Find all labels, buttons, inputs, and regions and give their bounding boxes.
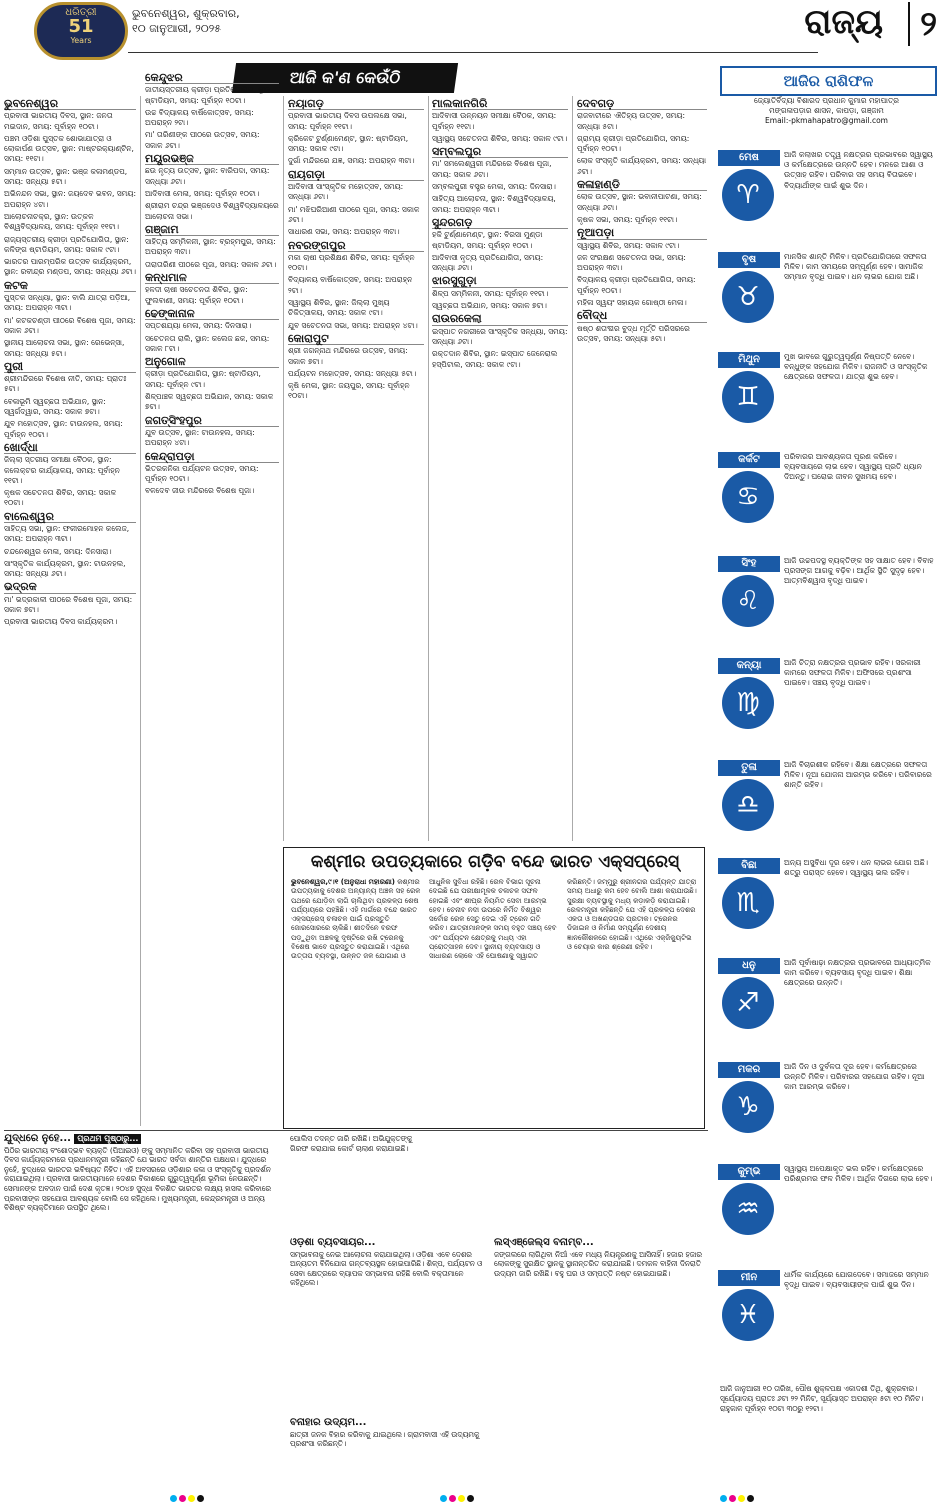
horoscope-title: ଆଜିର ରାଶିଫଳ [720, 66, 937, 96]
event-item: କ୍ରୀଡ଼ା ପ୍ରତିଯୋଗିତା, ସ୍ଥାନ: ଷ୍ଟାଡିୟମ, ସମୟ: ପୂର୍ବାହ୍ନ ୯ଟା। [145, 369, 261, 389]
event-item: ଯୁବ ଉତ୍ସବ, ସ୍ଥାନ: ଟାଉନହଲ, ସମୟ: ଅପରାହ୍ନ ୪ଟା। [145, 427, 255, 448]
sign-forecast: ଆଜି କଲାଖର ତତ୍ତ୍ୱ ନକ୍ଷତ୍ରର ପ୍ରଭାବରେ ସ୍ୱାସ୍ଥ୍ୟ ଓ କର୍ମକ୍ଷେତ୍ରରେ ଉନ୍ନତି ହେବ। ମନରେ ଆଶା ଓ ଉତ୍ସାହ ରହିବ। ପରିବାର ସହ ସମୟ ବିତାଇବେ। ବିଦ୍ୟାର୍ଥୀଙ୍କ ପାଇଁ ଶୁଭ ଦିନ। [784, 150, 933, 190]
event-item: ସ୍ୱାସ୍ଥ୍ୟ ଶିବିର, ସ୍ଥାନ: ଜିଲ୍ଲା ମୁଖ୍ୟ ଚିକିତ୍ସାଳୟ, ସମୟ: ସକାଳ ୯ଟା। [288, 298, 390, 318]
event-item: ରକ୍ତଦାନ ଶିବିର, ସ୍ଥାନ: ଇସ୍ପାତ ଜେନେରାଲ ହସ୍ପିଟାଲ, ସମୟ: ସକାଳ ୯ଟା। [432, 349, 558, 369]
events-banner: ଆଜି କ'ଣ କେଉଁଠି [232, 63, 458, 93]
city-heading: ବୌଦ୍ଧ [577, 311, 707, 322]
zodiac-icon: ♌ [722, 575, 774, 627]
sign-forecast: ପରିବାରର ଆବଶ୍ୟକତା ପୂରଣ କରିବେ। ବ୍ୟବସାୟରେ ଲାଭ ହେବ। ସ୍ୱାସ୍ଥ୍ୟ ପ୍ରତି ଧ୍ୟାନ ଦିଅନ୍ତୁ। ଘରୋଇ ଜୀବନ ସୁଖମୟ ହେବ। [784, 452, 922, 482]
event-item: ଭାରତର ପାରମ୍ପରିକ ଉତ୍ସବ କାର୍ଯ୍ୟକ୍ରମ, ସ୍ଥାନ: ରବୀନ୍ଦ୍ର ମଣ୍ଡପ, ସମୟ: ସନ୍ଧ୍ୟା ୬ଟା। [4, 257, 136, 277]
event-item: ପ୍ରବାସୀ ଭାରତୀୟ ଦିବସ, ସ୍ଥାନ: ଜନତା ମଇଦାନ, ସମୟ: ପୂର୍ବାହ୍ନ ୧୦ଟା। [4, 111, 113, 131]
event-item: ସଚେତନତା ରାଲି, ସ୍ଥାନ: କଲେଜ ଛକ, ସମୟ: ସକାଳ ୮ଟା। [145, 333, 270, 353]
color-dots [720, 1487, 756, 1506]
horoscope-sign [716, 760, 938, 852]
city-heading: କଟକ [4, 281, 136, 292]
event-item: କ୍ରିକେଟ ଟୁର୍ଣ୍ଣାମେଣ୍ଟ, ସ୍ଥାନ: ଷ୍ଟାଡିୟମ, ସମୟ: ସକାଳ ୯ଟା। [288, 133, 409, 154]
sign-name: କର୍କଟ [718, 452, 780, 468]
event-item: ସାଧାରଣ ସଭା, ସମୟ: ଅପରାହ୍ନ ୩ଟା। [288, 227, 400, 237]
zodiac-icon: ♊ [722, 371, 774, 423]
dateline [132, 6, 240, 36]
event-item: ସମ୍ବଲପୁରୀ ବସ୍ତ୍ର ମେଳା, ସମୟ: ଦିନସାରା। [432, 182, 556, 192]
event-item: ବଳଦେବ ଜୀଉ ମନ୍ଦିରରେ ବିଶେଷ ପୂଜା। [145, 486, 255, 496]
sign-name: ମିଥୁନ [718, 352, 780, 368]
zodiac-icon: ♏ [722, 877, 774, 929]
zodiac-icon: ♈ [722, 169, 774, 221]
city-heading: ଗଞ୍ଜାମ [145, 225, 279, 236]
city-heading: ନବରଙ୍ଗପୁର [288, 241, 424, 252]
event-item: ଭିତରକନିକା ପର୍ଯ୍ୟଟନ ଉତ୍ସବ, ସମୟ: ପୂର୍ବାହ୍ନ ୧୦ଟା। [145, 463, 259, 484]
logo-sub: Years [70, 36, 92, 45]
event-item: ମା' ଭଦ୍ରକାଳୀ ପୀଠରେ ବିଶେଷ ପୂଜା, ସମୟ: ସକାଳ ୭ଟା। [4, 594, 133, 615]
city-heading: ଖୋର୍ଦ୍ଧା [4, 443, 136, 454]
city-heading: ମୟୂରଭଞ୍ଜ [145, 154, 279, 165]
express-dateline: ଭୁବନେଶ୍ୱର,୯।୧ (ଅନୁରାଧା ମହାରଣା) [291, 878, 395, 886]
logo-brand: ଧରିତ୍ରୀ [65, 7, 97, 18]
event-item: ଇସ୍ପାତ ନଗରୀରେ ସାଂସ୍କୃତିକ ସନ୍ଧ୍ୟା, ସମୟ: ସନ୍ଧ୍ୟା ୬ଟା। [432, 326, 568, 346]
story-3 [290, 1418, 486, 1480]
event-item: ଲୋକ ଉତ୍ସବ, ସ୍ଥାନ: ଭବାନୀପାଟଣା, ସମୟ: ସନ୍ଧ୍ୟା ୬ଟା। [577, 192, 702, 212]
sign-forecast: ମୁଖ ଭାବରେ ଗୁରୁତ୍ୱପୂର୍ଣ୍ଣ ନିଷ୍ପତ୍ତି ନେବେ। ବନ୍ଧୁଙ୍କ ସହଯୋଗ ମିଳିବ। ରାଜନୀତି ଓ ସାଂସ୍କୃତିକ କ୍ଷେତ୍ରରେ ସଫଳତା। ଯାତ୍ରା ଶୁଭ ହେବ। [784, 352, 928, 382]
city-heading: ଅନୁଗୋଳ [145, 357, 279, 368]
column-divider [140, 96, 141, 1126]
event-item: ସପ୍ତଶଯ୍ୟା ମେଳା, ସମୟ: ଦିନସାରା। [145, 321, 252, 331]
column-divider [572, 96, 573, 841]
zodiac-icon: ♉ [722, 271, 774, 323]
dateline-date: ୧୦ ଜାନୁଆରୀ, ୨୦୨୫ [132, 22, 222, 35]
event-item: ଶ୍ରୀରାମ ଚନ୍ଦ୍ର ଭଞ୍ଜଦେଓ ବିଶ୍ୱବିଦ୍ୟାଳୟରେ ଆଲୋଚନା ସଭା। [145, 201, 279, 221]
city-heading: ଝାରସୁଗୁଡ଼ା [432, 276, 568, 287]
events-column-2 [145, 70, 279, 1126]
event-item: ମକା ଚାଷୀ ପ୍ରଶିକ୍ଷଣ ଶିବିର, ସମୟ: ପୂର୍ବାହ୍ନ ୧୦ଟା। [288, 252, 415, 273]
event-item: ସମ୍ମାନ ଉତ୍ସବ, ସ୍ଥାନ: ଭଞ୍ଜ କଳାମଣ୍ଡପ, ସମୟ: ସନ୍ଧ୍ୟା ୫ଟା। [4, 166, 128, 187]
story-2-head: ଓଡ଼ିଶା ବ୍ୟବସାୟର... [290, 1238, 376, 1248]
sign-forecast: ଧାର୍ମିକ କାର୍ଯ୍ୟରେ ଯୋଗଦେବେ। ସମାଜରେ ସମ୍ମାନ ବୃଦ୍ଧି ପାଇବ। ବ୍ୟବସାୟୀଙ୍କ ପାଇଁ ଶୁଭ ଦିନ। [784, 1270, 929, 1290]
event-item: ମା' ତାରିଣୀଙ୍କ ପୀଠରେ ଉତ୍ସବ, ସମୟ: ସକାଳ ୬ଟା। [145, 130, 260, 150]
event-item: କୃଷି ମେଳା, ସ୍ଥାନ: ଜୟପୁର, ସମୟ: ପୂର୍ବାହ୍ନ ୧୦ଟା। [288, 381, 410, 401]
story-4 [494, 1238, 708, 1480]
horoscope-location: ମଙ୍ଗଳାପଡ଼ାର ଶାସନ, କାପଡ଼ା, ଗଞ୍ଜାମ [769, 106, 884, 115]
event-item: ସାଂସ୍କୃତିକ କାର୍ଯ୍ୟକ୍ରମ, ସ୍ଥାନ: ଟାଉନହଲ, ସମୟ: ସନ୍ଧ୍ୟା ୬ଟା। [4, 558, 126, 579]
section-title: ରାଜ୍ୟ [804, 2, 883, 42]
event-item: ହଳଦୀ ଚାଷୀ ସଚେତନତା ଶିବିର, ସ୍ଥାନ: ଫୁଲବାଣୀ, ସମୟ: ପୂର୍ବାହ୍ନ ୧୦ଟା। [145, 285, 248, 305]
city-heading: ଭୁବନେଶ୍ୱର [4, 99, 136, 110]
event-item: ଶିଳ୍ପାଞ୍ଚଳ ସ୍ୱଚ୍ଛତା ଅଭିଯାନ, ସମୟ: ସକାଳ ୭ଟା। [145, 392, 274, 412]
color-dots [440, 1487, 476, 1506]
event-item: ଉଚ୍ଚ ବିଦ୍ୟାଳୟ ବାର୍ଷିକୋତ୍ସବ, ସମୟ: ଅପରାହ୍ନ ୨ଟା। [145, 107, 254, 128]
horoscope-sign [716, 352, 938, 444]
zodiac-icon: ♍ [722, 677, 774, 729]
story-1-body: ପିଠିର ଭାରତୀୟ ବଂଶୋଦ୍ଭବ ବ୍ୟକ୍ତି (ପିଆଇଓ) ଙ୍କୁ ସମ୍ମାନିତ କରିବା ସହ ପ୍ରବାସୀ ଭାରତୀୟ ଦିବସ କାର୍ଯ୍ୟକ୍ରମରେ ପ୍ରଧାନମନ୍ତ୍ରୀ କହିଛନ୍ତି ଯେ ଭାରତ ସର୍ବଦା ଶାନ୍ତିର ପକ୍ଷଧର। ଯୁଦ୍ଧରେ ନୁହେଁ, ବୁଦ୍ଧରେ ଭାରତର ଭବିଷ୍ୟତ ନିହିତ। ଏହି ଅବସରରେ ଓଡ଼ିଶାର କଳା ଓ ସଂସ୍କୃତିକୁ ପ୍ରଦର୍ଶନ କରାଯାଇଥିଲା। ପ୍ରବାସୀ ଭାରତୀୟମାନେ ଦେଶର ବିକାଶରେ ଗୁରୁତ୍ୱପୂର୍ଣ୍ଣ ଭୂମିକା ନେଉଛନ୍ତି। ସେମାନଙ୍କ ଅବଦାନ ପାଇଁ ଦେଶ କୃତଜ୍ଞ। ୨୦୪୭ ସୁଦ୍ଧା ବିକଶିତ ଭାରତର ଲକ୍ଷ୍ୟ ହାସଲ କରିବାରେ ପ୍ରବାସୀଙ୍କ ସହଯୋଗ ଆବଶ୍ୟକ ବୋଲି ସେ କହିଥିଲେ। ମୁଖ୍ୟମନ୍ତ୍ରୀ, କେନ୍ଦ୍ରମନ୍ତ୍ରୀ ଓ ଅନ୍ୟ ବିଶିଷ୍ଟ ବ୍ୟକ୍ତିମାନେ ଉପସ୍ଥିତ ଥିଲେ। [4, 1145, 271, 1213]
city-heading: ସମ୍ବଲପୁର [432, 147, 568, 158]
logo-years: 51 [68, 16, 94, 37]
city-heading: ନୂଆପଡ଼ା [577, 228, 707, 239]
city-heading: ବାଲେଶ୍ୱର [4, 512, 136, 523]
city-heading: ରାୟଗଡ଼ା [288, 170, 424, 181]
zodiac-icon: ♒ [722, 1183, 774, 1235]
sign-name: ବିଛା [718, 858, 780, 874]
event-item: ଆଦିବାସୀ ନୃତ୍ୟ ପ୍ରତିଯୋଗିତା, ସମୟ: ସନ୍ଧ୍ୟା ୬ଟା। [432, 252, 544, 273]
panchanga: ଆଜି ଜାନୁଆରୀ ୧୦ ତାରିଖ, ପୌଷ ଶୁକ୍ଳପକ୍ଷ ଏକାଦଶୀ ତିଥି, ଶୁକ୍ରବାର। ସୂର୍ଯ୍ୟୋଦୟ ପ୍ରାତଃ ୬ଟା ୨୨ ମିନିଟ, ସୂର୍ଯ୍ୟାସ୍ତ ଅପରାହ୍ନ ୫ଟା ୧୦ ମିନିଟ। ରାହୁକାଳ ପୂର୍ବାହ୍ନ ୧୦ଟା ୩୦ରୁ ୧୨ଟା। [720, 1384, 924, 1413]
horoscope-sign [716, 1270, 938, 1362]
event-item: ସ୍ୱାସ୍ଥ୍ୟ ସଚେତନତା ଶିବିର, ସମୟ: ସକାଳ ୯ଟା। [432, 133, 568, 143]
event-item: ମା' ମଝିଘରିଆଣୀ ପୀଠରେ ପୂଜା, ସମୟ: ସକାଳ ୬ଟା। [288, 204, 420, 224]
sign-name: ମକର [718, 1062, 780, 1078]
event-item: ଆଲୋଚନାଚକ୍ର, ସ୍ଥାନ: ଉତ୍କଳ ବିଶ୍ୱବିଦ୍ୟାଳୟ, ସମୟ: ପୂର୍ବାହ୍ନ ୧୧ଟା। [4, 211, 119, 232]
event-item: ସାହିତ୍ୟ ସଭା, ସ୍ଥାନ: ଫକୀରମୋହନ କଲେଜ, ସମୟ: ଅପରାହ୍ନ ୩ଟା। [4, 523, 130, 544]
city-heading: କନ୍ଧମାଳ [145, 273, 279, 284]
sign-forecast: ଆଜି ଦିନ ଓ ଦୁର୍ବଳତା ଦୂର ହେବ। କର୍ମକ୍ଷେତ୍ରରେ ଉନ୍ନତି ମିଳିବ। ପରିବାରର ସହଯୋଗ ରହିବ। ନୂଆ କାମ ଆରମ୍ଭ କରିବେ। [784, 1062, 925, 1092]
event-item: ସ୍ୱାସ୍ଥ୍ୟ ଶିବିର, ସମୟ: ସକାଳ ୯ଟା। [577, 240, 680, 250]
event-item: ଷଷ୍ଠ ଶତାବ୍ଦୀର ବୁଦ୍ଧ ମୂର୍ତ୍ତି ପରିସରରେ ଉତ୍ସବ, ସମୟ: ସନ୍ଧ୍ୟା ୫ଟା। [577, 323, 690, 343]
city-heading: କଳାହାଣ୍ଡି [577, 180, 707, 191]
horoscope-sign [716, 958, 938, 1050]
zodiac-icon: ♐ [722, 977, 774, 1029]
event-item: ପ୍ରବାସୀ ଭାରତୀୟ ଦିବସ କାର୍ଯ୍ୟକ୍ରମ। [4, 617, 118, 627]
story-1-head: ଯୁଦ୍ଧରେ ନୁହେଁ... [4, 1134, 71, 1144]
event-item: ଆଦିବାସୀ ମେଳା, ସମୟ: ପୂର୍ବାହ୍ନ ୧୦ଟା। [145, 188, 260, 198]
sign-forecast: ଆଜି ବିଚାରଶୀଳ ରହିବେ। ଶିକ୍ଷା କ୍ଷେତ୍ରରେ ସଫଳତା ମିଳିବ। ନୂଆ ଯୋଜନା ଆରମ୍ଭ କରିବେ। ପରିବାରରେ ଶାନ୍ତି ରହିବ। [784, 760, 932, 790]
sign-forecast: ଆଜି ପୂର୍ବାଷାଢ଼ା ନକ୍ଷତ୍ରର ପ୍ରଭାବରେ ଆଧ୍ୟାତ୍ମିକ କାମ କରିବେ। ବ୍ୟବସାୟ ବୃଦ୍ଧି ପାଇବ। ଶିକ୍ଷା କ୍ଷେତ୍ରରେ ଉନ୍ନତି। [784, 958, 931, 988]
express-headline: କଶ୍ମୀର ଉପତ୍ୟକାରେ ଗଡ଼ିବ ବନ୍ଦେ ଭାରତ ଏକ୍ସପ୍ରେସ୍ [310, 852, 680, 872]
horoscope-sign [716, 452, 938, 544]
events-column-3 [288, 96, 424, 841]
horoscope-sign [716, 1164, 938, 1256]
dateline-city-day: ଭୁବନେଶ୍ୱର, ଶୁକ୍ରବାର, [132, 7, 240, 20]
column-divider [428, 96, 429, 841]
event-item: ମା' ସମଲେଶ୍ୱରୀ ମନ୍ଦିରରେ ବିଶେଷ ପୂଜା, ସମୟ: ସକାଳ ୬ଟା। [432, 159, 552, 179]
sign-name: ତୁଳା [718, 760, 780, 776]
horoscope-author: ଜ୍ୟୋତିର୍ବିଦ୍ୟା ବିଶାରଦ ପ୍ରଧାନ କୁମାର ମହାପାତ୍ର [754, 96, 899, 105]
horoscope-sign [716, 252, 938, 344]
horoscope-sign [716, 556, 938, 648]
city-heading: ଦେବଗଡ଼ [577, 99, 707, 110]
event-item: ଗ୍ରାମ୍ୟ କ୍ରୀଡ଼ା ପ୍ରତିଯୋଗିତା, ସମୟ: ପୂର୍ବାହ୍ନ ୧୦ଟା। [577, 133, 690, 154]
city-heading: ସୁନ୍ଦରଗଡ଼ [432, 218, 568, 229]
horoscope-sign [716, 858, 938, 950]
story-3-body: ଛାତ୍ରୀ ଜନକ ବିହାର କରିବାକୁ ଯାଇଥିଲେ। ଗ୍ରାମବାସୀ ଏହି ଉଦ୍ୟମକୁ ପ୍ରଶଂସା କରିଛନ୍ତି। [290, 1429, 480, 1449]
story-2 [290, 1238, 486, 1418]
story-2-body: ସମ୍ଭାବନାକୁ ନେଇ ଆଲୋଚନା କରାଯାଇଥିଲା। ଓଡ଼ିଶା ଏବେ ଦେଶର ଅନ୍ୟତମ ବିନିଯୋଗ ଗନ୍ତବ୍ୟସ୍ଥଳ ହୋଇପାରିଛି। ଶିଳ୍ପ, ପର୍ଯ୍ୟଟନ ଓ ସେବା କ୍ଷେତ୍ରରେ ବ୍ୟାପକ ସମ୍ଭାବନା ରହିଛି ବୋଲି ବକ୍ତାମାନେ କହିଥିଲେ। [290, 1249, 483, 1288]
print-registration-strip [0, 1484, 945, 1498]
city-heading: ମାଲକାନଗିରି [432, 99, 568, 110]
masthead-rule [128, 52, 818, 53]
city-heading: କୋରାପୁଟ [288, 334, 424, 345]
event-item: ସାହିତ୍ୟ ସମ୍ମିଳନୀ, ସ୍ଥାନ: ବ୍ରହ୍ମପୁର, ସମୟ: ଅପରାହ୍ନ ୩ଟା। [145, 237, 276, 257]
story-1-tag: ପ୍ରଥମ ପୃଷ୍ଠାରୁ... [74, 1134, 141, 1144]
sign-name: ମୀନ [718, 1270, 780, 1286]
sign-forecast: ଆଜି ଉଚ୍ଚପଦସ୍ଥ ବ୍ୟକ୍ତିଙ୍କ ସହ ସାକ୍ଷାତ ହେବ। ବିବାହ ପ୍ରସଙ୍ଗ ଆଗକୁ ବଢ଼ିବ। ଆର୍ଥିକ ସ୍ଥିତି ସୁଦୃଢ଼ ହେବ। ଆତ୍ମବିଶ୍ୱାସ ବୃଦ୍ଧି ପାଇବ। [784, 556, 934, 586]
event-item: ମହିଳା ସ୍ୱୟଂ ସହାୟକ ଗୋଷ୍ଠୀ ମେଳା। [577, 298, 687, 308]
event-item: ଛଉ ନୃତ୍ୟ ଉତ୍ସବ, ସ୍ଥାନ: ବାରିପଦା, ସମୟ: ସନ୍ଧ୍ୟା ୬ଟା। [145, 166, 270, 186]
city-heading: ଢେଙ୍କାନାଳ [145, 309, 279, 320]
event-item: ପଞ୍ଚମ ଓଡ଼ିଶା ପୁସ୍ତକ ଶୋଭାଯାତ୍ରା ଓ ଲୋକାର୍ପଣ ଉତ୍ସବ, ସ୍ଥାନ: ମାଷ୍ଟରକ୍ୟାଣ୍ଟିନ, ସମୟ: ୧୧ଟା। [4, 133, 134, 164]
event-item: ଯୁବ ମହୋତ୍ସବ, ସ୍ଥାନ: ଟାଉନହଲ, ସମୟ: ପୂର୍ବାହ୍ନ ୧୦ଟା। [4, 419, 123, 439]
express-body-text: କଶ୍ମୀର ଉପତ୍ୟକାକୁ ଦେଶର ଅନ୍ୟାନ୍ୟ ଅଞ୍ଚଳ ସହ ରେଳ ପଥରେ ଯୋଡ଼ିବା ଲାଗି ଚାଲିଥିବା ପ୍ରକଳ୍ପ ଶେଷ ପର୍ଯ୍ୟାୟରେ ପହଞ୍ଚିଛି। ଏହି ମାର୍ଗରେ ବନ୍ଦେ ଭାରତ ଏକ୍ସପ୍ରେସ୍ ଚଳାଚଳ ପାଇଁ ପ୍ରସ୍ତୁତି ଜୋରସୋରରେ ଚାଲିଛି। ଶୀତଦିନେ ବରଫ ପଡ଼ୁଥିବା ଅଞ୍ଚଳକୁ ଦୃଷ୍ଟିରେ ରଖି ଟ୍ରେନକୁ ବିଶେଷ ଭାବେ ପ୍ରସ୍ତୁତ କରାଯାଇଛି। ଏଥିରେ ଉତ୍ତାପ ବ୍ୟବସ୍ଥା, ଉନ୍ନତ ଜଳ ଯୋଗାଣ ଓ ଆଧୁନିକ ସୁବିଧା ରହିଛି। ରେଳ ବିଭାଗ ସୂଚନା ଦେଇଛି ଯେ ପରୀକ୍ଷାମୂଳକ ଚଳାଚଳ ସଫଳ ହୋଇଛି ଏବଂ ଶୀଘ୍ର ନିୟମିତ ସେବା ଆରମ୍ଭ ହେବ। ଚେନାବ ନଦୀ ଉପରେ ନିର୍ମିତ ବିଶ୍ୱର ସର୍ବୋଚ୍ଚ ରେଳ ସେତୁ ଦେଇ ଏହି ଟ୍ରେନ ଗତି କରିବ। ଯାତ୍ରୀମାନଙ୍କ ସମୟ ବହୁତ ସଞ୍ଚୟ ହେବ ଏବଂ ପର୍ଯ୍ୟଟନ କ୍ଷେତ୍ରକୁ ମଧ୍ୟ ଏହା ପ୍ରୋତ୍ସାହନ ଦେବ। ସ୍ଥାନୀୟ ବ୍ୟବସାୟୀ ଓ ସାଧାରଣ ଲୋକେ ଏହି ଘୋଷଣାକୁ ସ୍ୱାଗତ କରିଛନ୍ତି। ଜମ୍ମୁରୁ ଶ୍ରୀନଗର ପର୍ଯ୍ୟନ୍ତ ଯାତ୍ରା ସମୟ ଅଧାରୁ କମ ହେବ ବୋଲି ଆଶା କରାଯାଉଛି। ସୁରକ୍ଷା ବ୍ୟବସ୍ଥାକୁ ମଧ୍ୟ କଡ଼ାକଡ଼ି କରାଯାଇଛି। ରେଳମନ୍ତ୍ରୀ କହିଛନ୍ତି ଯେ ଏହି ପ୍ରକଳ୍ପ ଦେଶର ଏକତା ଓ ଅଖଣ୍ଡତାର ପ୍ରତୀକ। ଟ୍ରେନର ଡିଜାଇନ ଓ ନିର୍ମାଣ ସମ୍ପୂର୍ଣ୍ଣ ଦେଶୀୟ ଜ୍ଞାନକୌଶଳରେ ହୋଇଛି। ଏଥିରେ ଏକ୍ଜିକ୍ୟୁଟିଭ ଓ ଚେୟାର କାର ଶ୍ରେଣୀ ରହିବ। [291, 878, 697, 961]
bottom-rule [4, 1130, 708, 1131]
story-4-head: ଲସ୍‌ଏଞ୍ଜେଲ୍ସ ବନାମ୍ବି... [494, 1238, 594, 1248]
event-item: କୃଷକ ସଭା, ସମୟ: ପୂର୍ବାହ୍ନ ୧୧ଟା। [577, 214, 678, 224]
horoscope-byline [720, 96, 933, 126]
page-number: ୨ [908, 2, 937, 46]
event-item: ବିଦ୍ୟାଳୟ ବାର୍ଷିକୋତ୍ସବ, ସମୟ: ଅପରାହ୍ନ ୨ଟା। [288, 275, 413, 295]
sign-name: କୁମ୍ଭ [718, 1164, 780, 1180]
color-dots [170, 1487, 206, 1506]
event-item: ବିଦ୍ୟାଳୟ କ୍ରୀଡ଼ା ପ୍ରତିଯୋଗିତା, ସମୟ: ପୂର୍ବାହ୍ନ ୧୦ଟା। [577, 275, 696, 295]
story-1 [4, 1134, 282, 1480]
sign-name: ବୃଷ [718, 252, 780, 268]
event-item: ସାହିତ୍ୟ ଆଲୋଚନା, ସ୍ଥାନ: ବିଶ୍ୱବିଦ୍ୟାଳୟ, ସମୟ: ଅପରାହ୍ନ ୩ଟା। [432, 194, 556, 214]
zodiac-icon: ♋ [722, 471, 774, 523]
horoscope-email: Email:-pkmahapatro@gmail.com [765, 116, 888, 125]
event-item: ଅଭିନନ୍ଦନ ସଭା, ସ୍ଥାନ: ଜୟଦେବ ଭବନ, ସମୟ: ଅପରାହ୍ନ ୪ଟା। [4, 189, 136, 209]
express-story-body [291, 878, 697, 1124]
sign-name: ଧନୁ [718, 958, 780, 974]
event-item: ଦୁର୍ଗା ମନ୍ଦିରରେ ଯଜ୍ଞ, ସମୟ: ଅପରାହ୍ନ ୩ଟା। [288, 156, 415, 166]
city-heading: ନୟାଗଡ଼ [288, 99, 424, 110]
story-4-body: ଜଙ୍ଗଲରେ ଲାଗିଥିବା ନିଆଁ ଏବେ ମଧ୍ୟ ନିୟନ୍ତ୍ରଣକୁ ଆସିନାହିଁ। ହଜାର ହଜାର ଲୋକଙ୍କୁ ସୁରକ୍ଷିତ ସ୍ଥାନକୁ ସ୍ଥାନାନ୍ତରିତ କରାଯାଇଛି। ଦମକଳ ବାହିନୀ ଦିନରାତି ଉଦ୍ୟମ ଜାରି ରଖିଛି। ବହୁ ଘର ଓ ସମ୍ପତ୍ତି ନଷ୍ଟ ହୋଇଯାଇଛି। [494, 1249, 702, 1278]
event-item: ଶ୍ରୀମନ୍ଦିରରେ ବିଶେଷ ନୀତି, ସମୟ: ପ୍ରାତଃ ୫ଟା। [4, 374, 127, 394]
horoscope-sign [716, 150, 938, 242]
sign-name: ସିଂହ [718, 556, 780, 572]
zodiac-icon: ♑ [722, 1081, 774, 1133]
horoscope-sign [716, 658, 938, 750]
city-heading: ଜଗତ୍‌ସିଂହପୁର [145, 416, 279, 427]
city-heading: କେନ୍ଦୁଝର [145, 73, 279, 84]
event-item: ଜଳ ସଂରକ୍ଷଣ ସଚେତନତା ସଭା, ସମୟ: ଅପରାହ୍ନ ୩ଟା। [577, 252, 686, 273]
city-heading: ରାଉରକେଲା [432, 314, 568, 325]
event-item: ଲୋକ ସଂସ୍କୃତି କାର୍ଯ୍ୟକ୍ରମ, ସମୟ: ସନ୍ଧ୍ୟା ୬ଟା। [577, 156, 707, 176]
event-item: ଚନ୍ଦନେଶ୍ୱର ମେଳା, ସମୟ: ଦିନସାରା। [4, 546, 112, 556]
events-column-1 [4, 96, 136, 1126]
city-heading: ପୁରୀ [4, 362, 136, 373]
newspaper-logo [34, 2, 128, 60]
event-item: ସ୍ୱଚ୍ଛତା ଅଭିଯାନ, ସମୟ: ସକାଳ ୭ଟା। [432, 301, 547, 311]
event-item: ପୁସ୍ତକ ସନ୍ଧ୍ୟା, ସ୍ଥାନ: ବାଲି ଯାତ୍ରା ପଡ଼ିଆ, ସମୟ: ଅପରାହ୍ନ ୩ଟା। [4, 293, 131, 313]
events-column-5 [577, 96, 707, 841]
column-divider [283, 96, 284, 841]
event-item: ଶ୍ରୀ ଜଗନ୍ନାଥ ମନ୍ଦିରରେ ଉତ୍ସବ, ସମୟ: ସକାଳ ୭ଟା। [288, 346, 408, 366]
sign-forecast: ମାନସିକ ଶାନ୍ତି ମିଳିବ। ପ୍ରତିଯୋଗିତାରେ ସଫଳତା ମିଳିବ। କାମ ସମୟରେ ସମ୍ପୂର୍ଣ୍ଣ ହେବ। ସାମାଜିକ ସମ୍ମାନ ବୃଦ୍ଧି ପାଇବ। ଧନ ଲାଭର ଯୋଗ ଅଛି। [784, 252, 927, 282]
event-item: ଜାତୀୟସ୍ତରୀୟ କ୍ରୀଡ଼ା ପ୍ରତିଯୋଗିତା, ସ୍ଥାନ: ଷ୍ଟାଡିୟମ, ସମୟ: ପୂର୍ବାହ୍ନ ୧୦ଟା। [145, 85, 273, 105]
event-item: ସ୍ଥାନୀୟ ଆଲୋଚନା ସଭା, ସ୍ଥାନ: ରେଭେନ୍ସା, ସମୟ: ସନ୍ଧ୍ୟା ୫ଟା। [4, 338, 125, 358]
event-item: ବେଳାଭୂମି ସ୍ୱଚ୍ଛତା ଅଭିଯାନ, ସ୍ଥାନ: ସ୍ୱର୍ଗଦ୍ୱାର, ସମୟ: ସକାଳ ୭ଟା। [4, 396, 106, 417]
event-item: ତାରାତାରିଣୀ ପୀଠରେ ପୂଜା, ସମୟ: ସକାଳ ୬ଟା। [145, 259, 277, 269]
event-item: ଜିଲ୍ଲା ସ୍ତରୀୟ ସମୀକ୍ଷା ବୈଠକ, ସ୍ଥାନ: କଲେକ୍ଟର କାର୍ଯ୍ୟାଳୟ, ସମୟ: ପୂର୍ବାହ୍ନ ୧୧ଟା। [4, 455, 120, 485]
story-5 [290, 1134, 430, 1234]
sign-forecast: ଆଜି ଚିତ୍ରା ନକ୍ଷତ୍ରର ପ୍ରଭାବ ରହିବ। ସରକାରୀ କାମରେ ସଫଳତା ମିଳିବ। ଅଫିସରେ ପ୍ରଶଂସା ପାଇବେ। ସଞ୍ଚୟ ବୃଦ୍ଧି ପାଇବ। [784, 658, 921, 688]
city-heading: ଭଦ୍ରକ [4, 582, 136, 593]
sign-forecast: ଅନ୍ୟ ଅସୁବିଧା ଦୂର ହେବ। ଧନ ଲାଭର ଯୋଗ ଅଛି। ଶତ୍ରୁ ପରାସ୍ତ ହେବେ। ସ୍ୱାସ୍ଥ୍ୟ ଭଲ ରହିବ। [784, 858, 928, 878]
story-5-body: ପୋଲିସ ତଦନ୍ତ ଜାରି ରଖିଛି। ଅଭିଯୁକ୍ତଙ୍କୁ ଗିରଫ କରାଯାଇ କୋର୍ଟ ଚାଲାଣ କରାଯାଇଛି। [290, 1134, 413, 1153]
event-item: ଆଦିବାସୀ ଉନ୍ନୟନ ସମୀକ୍ଷା ବୈଠକ, ସମୟ: ପୂର୍ବାହ୍ନ ୧୧ଟା। [432, 111, 557, 131]
sign-name: ମେଷ [718, 150, 780, 166]
event-item: ପର୍ଯ୍ୟଟନ ମହୋତ୍ସବ, ସମୟ: ସନ୍ଧ୍ୟା ୫ଟା। [288, 368, 417, 378]
city-heading: କେନ୍ଦ୍ରାପଡ଼ା [145, 452, 279, 463]
event-item: ଆଦିବାସୀ ସାଂସ୍କୃତିକ ମହୋତ୍ସବ, ସମୟ: ସନ୍ଧ୍ୟା ୬ଟା। [288, 182, 404, 202]
event-item: ହକି ଟୁର୍ଣ୍ଣାମେଣ୍ଟ, ସ୍ଥାନ: ବିରସା ମୁଣ୍ଡା ଷ୍ଟାଡିୟମ, ସମୟ: ପୂର୍ବାହ୍ନ ୧୦ଟା। [432, 230, 543, 250]
zodiac-icon: ♎ [722, 779, 774, 831]
event-item: ଯୁବ ସଚେତନତା ସଭା, ସମୟ: ଅପରାହ୍ନ ୪ଟା। [288, 320, 418, 330]
events-column-4 [432, 96, 568, 841]
event-item: ରାଜବାଟୀରେ ଐତିହ୍ୟ ଉତ୍ସବ, ସମୟ: ସନ୍ଧ୍ୟା ୫ଟା। [577, 111, 686, 131]
sign-forecast: ସ୍ୱାସ୍ଥ୍ୟ ଅପେକ୍ଷାକୃତ ଭଲ ରହିବ। କର୍ମକ୍ଷେତ୍ରରେ ପରିଶ୍ରମର ଫଳ ମିଳିବ। ଆର୍ଥିକ ଦିଗରେ ଲାଭ ହେବ। [784, 1164, 933, 1184]
event-item: ରାଜ୍ୟସ୍ତରୀୟ କ୍ରୀଡ଼ା ପ୍ରତିଯୋଗିତା, ସ୍ଥାନ: କଳିଙ୍ଗ ଷ୍ଟାଡିୟମ, ସମୟ: ସକାଳ ୯ଟା। [4, 234, 129, 254]
event-item: ପ୍ରବାସୀ ଭାରତୀୟ ଦିବସ ଉପଲକ୍ଷେ ସଭା, ସମୟ: ପୂର୍ବାହ୍ନ ୧୧ଟା। [288, 111, 407, 131]
event-item: କୃଷକ ସଚେତନତା ଶିବିର, ସମୟ: ସକାଳ ୧୦ଟା। [4, 488, 117, 508]
horoscope-sign [716, 1062, 938, 1154]
event-item: ମା' କଟକଚଣ୍ଡୀ ପୀଠରେ ବିଶେଷ ପୂଜା, ସମୟ: ସକାଳ ୬ଟା। [4, 315, 136, 335]
story-3-head: ବନାହାର ଉଦ୍ୟମ... [290, 1418, 367, 1428]
event-item: ଶିଳ୍ପ ସମ୍ମିଳନୀ, ସମୟ: ପୂର୍ବାହ୍ନ ୧୧ଟା। [432, 288, 549, 298]
zodiac-icon: ♓ [722, 1289, 774, 1341]
sign-name: କନ୍ୟା [718, 658, 780, 674]
